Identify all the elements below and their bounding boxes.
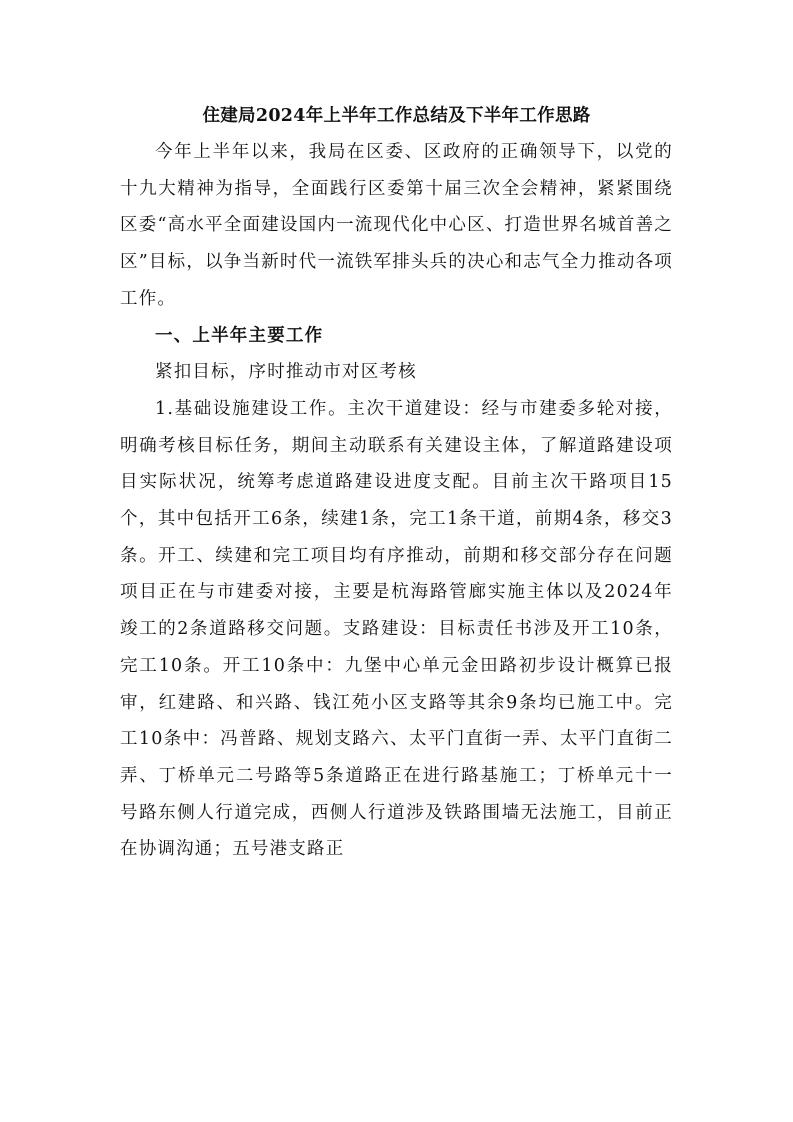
section-heading: 一、上半年主要工作 xyxy=(155,325,324,346)
document-body xyxy=(120,98,673,868)
intro-paragraph: 今年上半年以来，我局在区委、区政府的正确领导下，以党的十九大精神为指导，全面践行区委第十届三次全会精神，紧紧围绕区委“高水平全面建设国内一流现代化中心区、打造世界名城首善之区”目标，以争当新时代一流铁军排头兵的决心和志气全力推动各项工作。 xyxy=(120,142,673,309)
item-1-paragraph: 1.基础设施建设工作。主次干道建设：经与市建委多轮对接，明确考核目标任务，期间主动联系有关建设主体，了解道路建设项目实际状况，统筹考虑道路建设进度支配。目前主次干路项目15个，其中包括开工6条，续建1条，完工1条干道，前期4条，移交3条。开工、续建和完工项目均有序推动，前期和移交部分存在问题项目正在与市建委对接，主要是杭海路管廊实施主体以及2024年竣工的2条道路移交问题。支路建设：目标责任书涉及开工10条，完工10条。开工10条中：九堡中心单元金田路初步设计概算已报审，红建路、和兴路、钱江苑小区支路等其余9条均已施工中。完工10条中：冯普路、规划支路六、太平门直街一弄、太平门直街二弄、丁桥单元二号路等5条道路正在进行路基施工；丁桥单元十一号路东侧人行道完成，西侧人行道涉及铁路围墙无法施工，目前正在协调沟通；五号港支路正 xyxy=(120,398,673,860)
subheading-paragraph: 紧扣目标，序时推动市对区考核 xyxy=(155,362,417,383)
document-title: 住建局2024年上半年工作总结及下半年工作思路 xyxy=(202,106,591,126)
